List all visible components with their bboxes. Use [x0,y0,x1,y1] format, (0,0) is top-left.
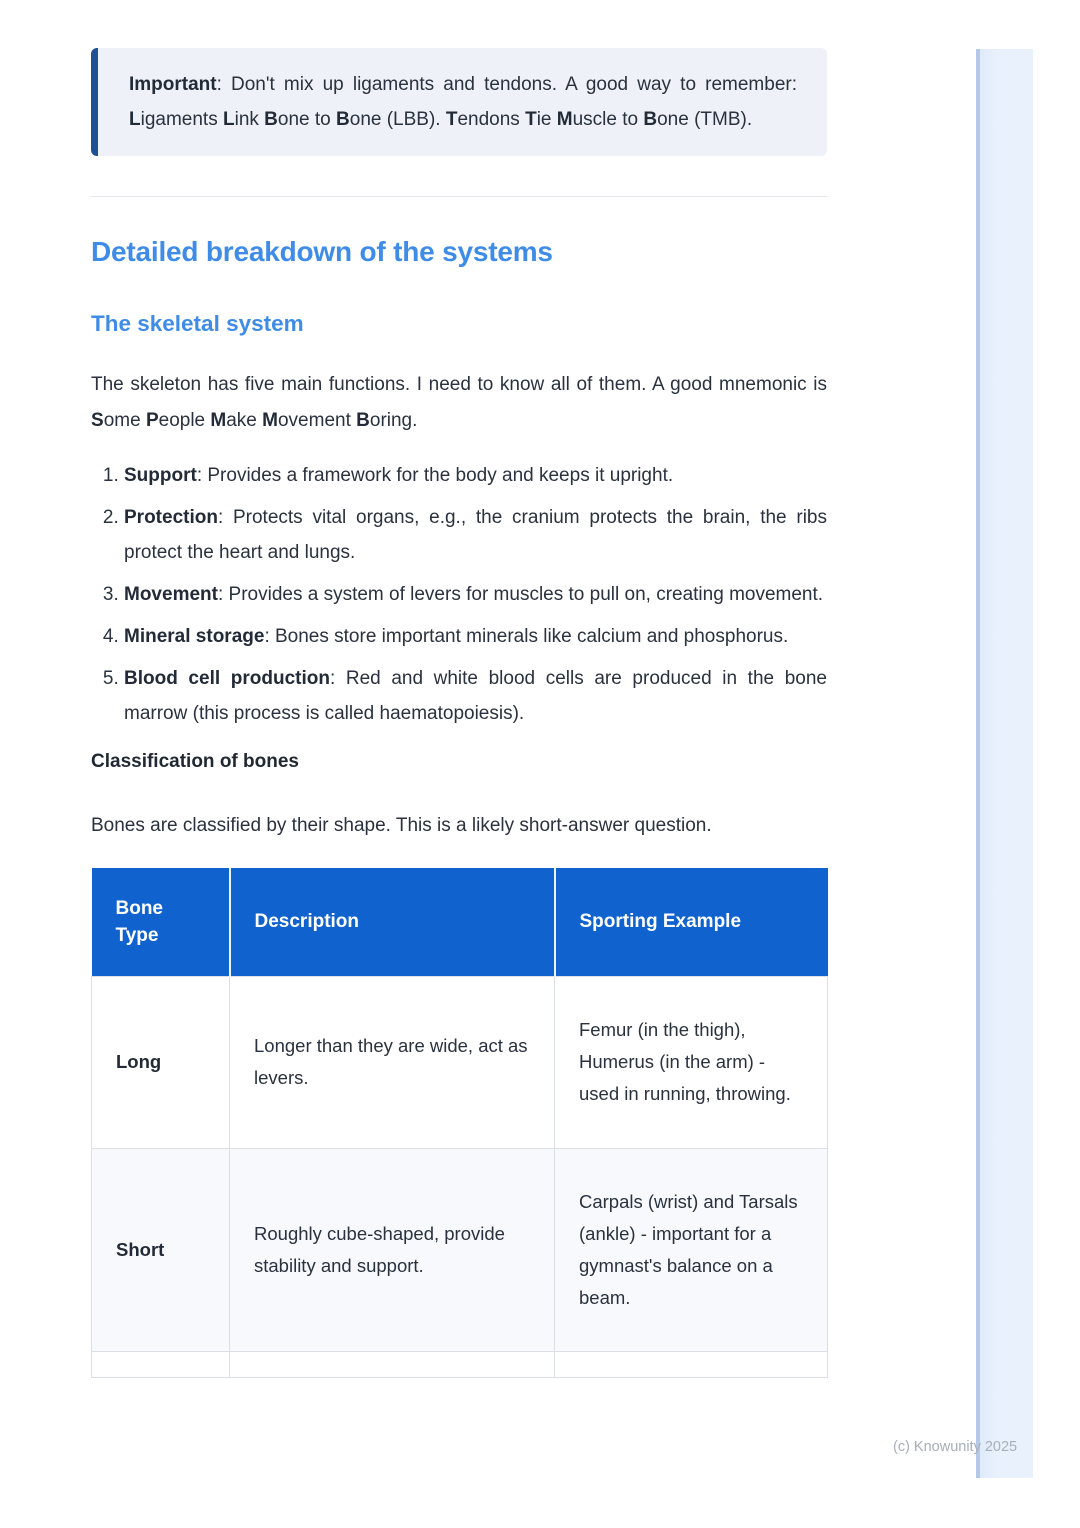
document-content [91,48,827,1378]
skeleton-functions-list [91,458,827,731]
table-cell-example: Carpals (wrist) and Tarsals (ankle) - important for a gymnast's balance on a beam. [555,1148,828,1351]
page-title: Detailed breakdown of the systems [91,236,553,267]
watermark: (c) Knowunity 2025 [893,1439,1018,1455]
table-cell-description: Longer than they are wide, act as levers. [230,976,555,1148]
table-cell-description: Roughly cube-shaped, provide stability and support. [230,1148,555,1351]
table-cell-example: Femur (in the thigh), Humerus (in the arm) - used in running, throwing. [555,976,828,1148]
important-callout: Important: Don't mix up ligaments and tendons. A good way to remember: Ligaments Link Bone to Bone (LBB). Tendons Tie Muscle to Bone (TMB). [91,48,827,156]
table-cell-empty [230,1351,555,1377]
table-header-row [92,868,828,976]
list-item: 3. Movement: Provides a system of levers for muscles to pull on, creating movement. [124,577,827,612]
list-item: 4. Mineral storage: Bones store important minerals like calcium and phosphorus. [124,619,827,654]
column-header-description: Description [230,868,555,976]
bone-classification-table [91,868,828,1378]
list-item: 2. Protection: Protects vital organs, e.g., the cranium protects the brain, the ribs protect the heart and lungs. [124,500,827,570]
list-item: 1. Support: Provides a framework for the body and keeps it upright. [124,458,827,493]
table-row-short [92,1148,828,1351]
table-row-long [92,976,828,1148]
column-header-sporting-example: Sporting Example [555,868,828,976]
intro-paragraph: The skeleton has five main functions. I need to know all of them. A good mnemonic is Some People Make Movement Boring. [91,374,827,431]
classification-paragraph: Bones are classified by their shape. This is a likely short-answer question. [91,815,712,836]
table-cell-empty [92,1351,230,1377]
section-divider [91,196,827,197]
table-cell-bone-type: Long [92,976,230,1148]
scrollbar-track[interactable] [976,49,1033,1478]
subsection-title: The skeletal system [91,311,304,336]
table-cell-bone-type: Short [92,1148,230,1351]
list-item: 5. Blood cell production: Red and white blood cells are produced in the bone marrow (this process is called haematopoiesis). [124,661,827,731]
classification-heading: Classification of bones [91,751,299,772]
table-cell-empty [555,1351,828,1377]
table-row-partial [92,1351,828,1377]
column-header-bone-type: Bone Type [92,868,230,976]
